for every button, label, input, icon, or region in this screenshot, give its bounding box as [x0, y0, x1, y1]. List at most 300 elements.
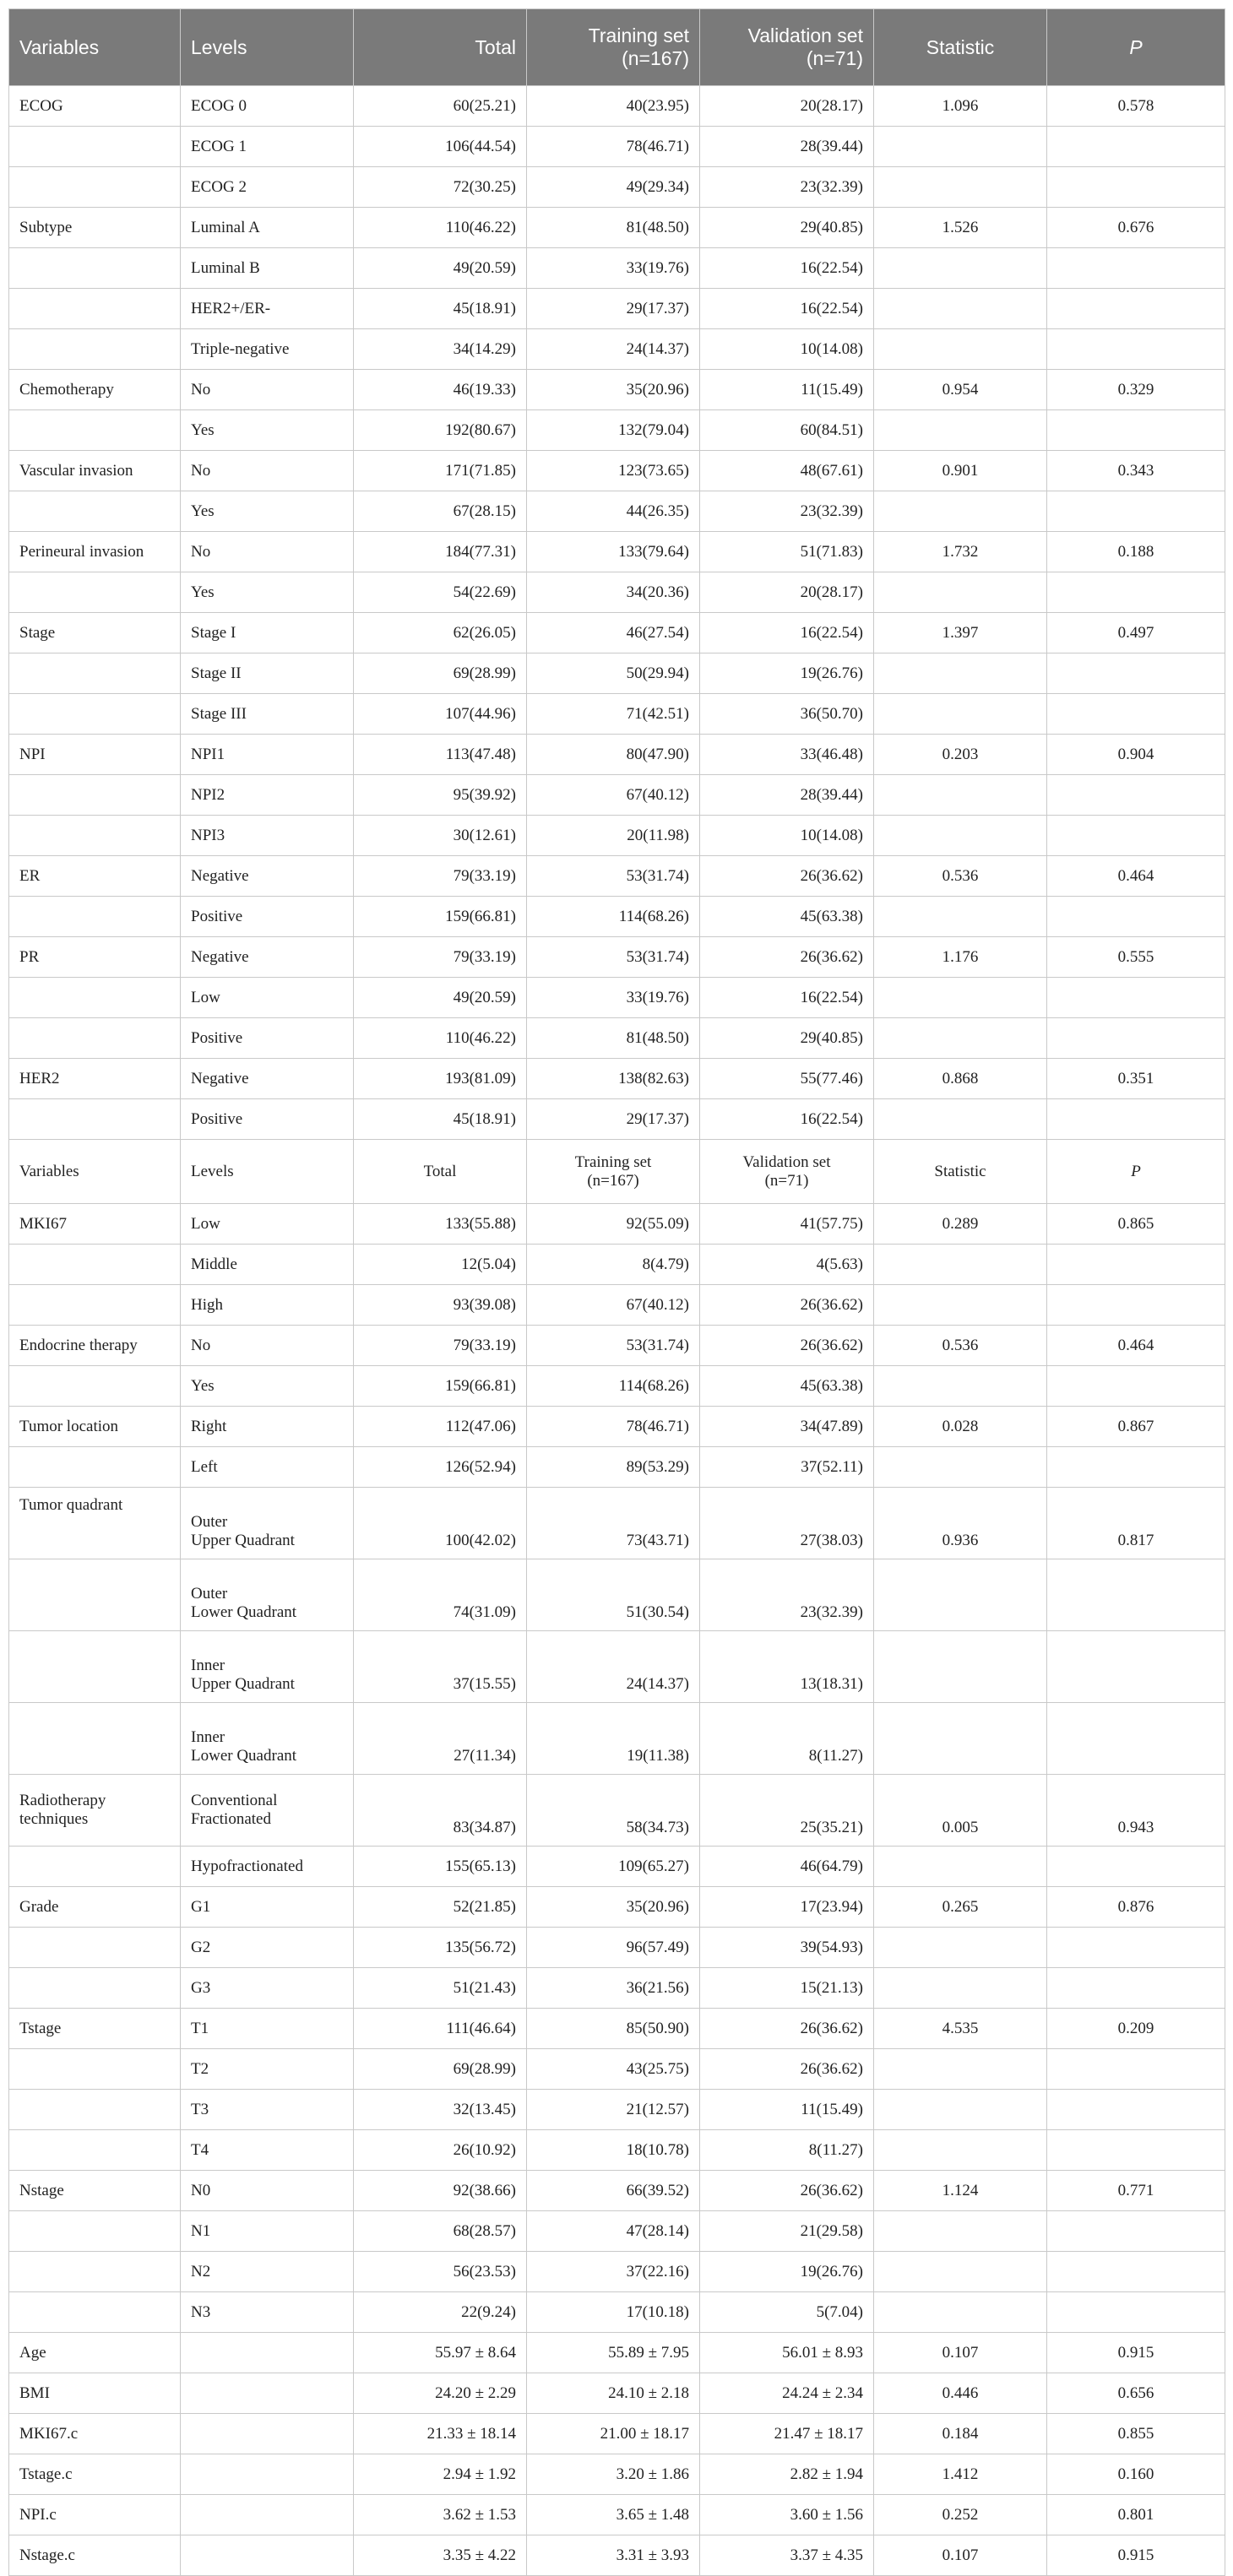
cell-level-line1: Outer	[191, 1585, 228, 1603]
cell-level: Negative	[181, 1059, 354, 1099]
cell-p	[1047, 1847, 1225, 1887]
cell-statistic	[874, 897, 1047, 937]
cell-level: No	[181, 1326, 354, 1366]
table-row	[9, 1559, 1225, 1631]
cell-validation: 26(36.62)	[700, 2049, 874, 2090]
cell-variable	[9, 653, 181, 694]
cell-training: 29(17.37)	[527, 1099, 700, 1140]
cell-validation: 11(15.49)	[700, 370, 874, 410]
cell-variable	[9, 1847, 181, 1887]
table-row	[9, 1928, 1225, 1968]
cell-p: 0.876	[1047, 1887, 1225, 1928]
cell-level-line2: Lower Quadrant	[191, 1603, 297, 1621]
cell-total: 159(66.81)	[354, 1366, 527, 1407]
cell-variable	[9, 1928, 181, 1968]
cell-statistic	[874, 1703, 1047, 1775]
cell-p	[1047, 1559, 1225, 1631]
cell-statistic	[874, 1559, 1047, 1631]
table-row	[9, 491, 1225, 532]
header-training-line1: Training set	[588, 24, 689, 46]
cell-statistic	[874, 167, 1047, 208]
cell-training: 36(21.56)	[527, 1968, 700, 2009]
table-row	[9, 937, 1225, 978]
cell-level: Negative	[181, 937, 354, 978]
cell-variable: PR	[9, 937, 181, 978]
cell-p: 0.160	[1047, 2454, 1225, 2495]
cell-variable	[9, 1366, 181, 1407]
cell-variable: Nstage.c	[9, 2535, 181, 2576]
cell-p	[1047, 1285, 1225, 1326]
cell-level: Stage III	[181, 694, 354, 735]
cell-p	[1047, 694, 1225, 735]
cell-total: 159(66.81)	[354, 897, 527, 937]
cell-statistic: 1.096	[874, 86, 1047, 127]
cell-total: 92(38.66)	[354, 2171, 527, 2211]
cell-total: 93(39.08)	[354, 1285, 527, 1326]
cell-total: 30(12.61)	[354, 816, 527, 856]
cell-statistic: 0.868	[874, 1059, 1047, 1099]
cell-p	[1047, 897, 1225, 937]
cell-validation: 26(36.62)	[700, 2009, 874, 2049]
table-row	[9, 2414, 1225, 2454]
cell-training: 35(20.96)	[527, 370, 700, 410]
cell-statistic: 0.289	[874, 1204, 1047, 1245]
cell-p: 0.209	[1047, 2009, 1225, 2049]
cell-statistic: 0.446	[874, 2373, 1047, 2414]
cell-p: 0.464	[1047, 1326, 1225, 1366]
cell-p	[1047, 2130, 1225, 2171]
header-variables: Variables	[9, 9, 181, 86]
cell-training: 51(30.54)	[527, 1559, 700, 1631]
header-validation-line2: (n=71)	[806, 47, 863, 69]
cell-variable	[9, 1703, 181, 1775]
cell-validation: 20(28.17)	[700, 572, 874, 613]
cell-validation: 23(32.39)	[700, 491, 874, 532]
cell-variable	[9, 329, 181, 370]
cell-total: 171(71.85)	[354, 451, 527, 491]
cell-validation: 37(52.11)	[700, 1447, 874, 1488]
cell-training: 43(25.75)	[527, 2049, 700, 2090]
cell-level: Yes	[181, 491, 354, 532]
cell-statistic	[874, 572, 1047, 613]
cell-statistic: 0.901	[874, 451, 1047, 491]
cell-p	[1047, 289, 1225, 329]
cell-statistic	[874, 2049, 1047, 2090]
cell-statistic	[874, 775, 1047, 816]
cell-level: G2	[181, 1928, 354, 1968]
cell-p: 0.555	[1047, 937, 1225, 978]
header-statistic: Statistic	[874, 9, 1047, 86]
cell-total: 68(28.57)	[354, 2211, 527, 2252]
cell-p	[1047, 653, 1225, 694]
cell-level-line1: Outer	[191, 1513, 228, 1531]
cell-p	[1047, 1968, 1225, 2009]
cell-training: 81(48.50)	[527, 208, 700, 248]
cell-total: 95(39.92)	[354, 775, 527, 816]
cell-variable: Endocrine therapy	[9, 1326, 181, 1366]
cell-level	[181, 2373, 354, 2414]
cell-validation: 10(14.08)	[700, 329, 874, 370]
cell-training: 24(14.37)	[527, 1631, 700, 1703]
cell-total: 193(81.09)	[354, 1059, 527, 1099]
cell-statistic	[874, 978, 1047, 1018]
cell-total: 133(55.88)	[354, 1204, 527, 1245]
cell-training: 24(14.37)	[527, 329, 700, 370]
cell-p: 0.855	[1047, 2414, 1225, 2454]
cell-total: 46(19.33)	[354, 370, 527, 410]
cell-validation: 26(36.62)	[700, 2171, 874, 2211]
cell-variable: Tumor quadrant	[9, 1488, 181, 1559]
cell-variable: Tstage.c	[9, 2454, 181, 2495]
cell-total: 51(21.43)	[354, 1968, 527, 2009]
cell-total: 27(11.34)	[354, 1703, 527, 1775]
cell-training: 53(31.74)	[527, 856, 700, 897]
cell-level: No	[181, 370, 354, 410]
cell-training: 53(31.74)	[527, 937, 700, 978]
subheader-validation-line2: (n=71)	[764, 1171, 809, 1190]
subheader-training-line2: (n=167)	[587, 1171, 639, 1190]
cell-statistic: 0.536	[874, 856, 1047, 897]
table-row	[9, 2495, 1225, 2535]
cell-p	[1047, 491, 1225, 532]
cell-training: 53(31.74)	[527, 1326, 700, 1366]
table-row	[9, 1366, 1225, 1407]
subheader-training-set	[527, 1140, 700, 1204]
cell-training: 49(29.34)	[527, 167, 700, 208]
table-row	[9, 816, 1225, 856]
table-body	[9, 86, 1225, 2576]
cell-statistic	[874, 248, 1047, 289]
cell-training: 67(40.12)	[527, 1285, 700, 1326]
table-row	[9, 2252, 1225, 2292]
cell-total: 2.94 ± 1.92	[354, 2454, 527, 2495]
table-row	[9, 2373, 1225, 2414]
cell-variable	[9, 2211, 181, 2252]
cell-variable: ECOG	[9, 86, 181, 127]
cell-statistic	[874, 1366, 1047, 1407]
subheader-total: Total	[354, 1140, 527, 1204]
cell-validation: 16(22.54)	[700, 248, 874, 289]
cell-p	[1047, 816, 1225, 856]
cell-p	[1047, 2090, 1225, 2130]
cell-p	[1047, 2049, 1225, 2090]
cell-validation: 39(54.93)	[700, 1928, 874, 1968]
cell-validation: 8(11.27)	[700, 1703, 874, 1775]
cell-statistic: 0.203	[874, 735, 1047, 775]
cell-validation: 20(28.17)	[700, 86, 874, 127]
table-row	[9, 1245, 1225, 1285]
cell-total: 3.62 ± 1.53	[354, 2495, 527, 2535]
cell-training: 24.10 ± 2.18	[527, 2373, 700, 2414]
cell-validation: 29(40.85)	[700, 208, 874, 248]
cell-p: 0.343	[1047, 451, 1225, 491]
cell-total: 62(26.05)	[354, 613, 527, 653]
cell-training: 67(40.12)	[527, 775, 700, 816]
cell-level: T4	[181, 2130, 354, 2171]
cell-statistic: 0.265	[874, 1887, 1047, 1928]
cell-validation: 10(14.08)	[700, 816, 874, 856]
cell-level-line2: Upper Quadrant	[191, 1532, 295, 1549]
cell-level: G3	[181, 1968, 354, 2009]
cell-training: 114(68.26)	[527, 1366, 700, 1407]
cell-training: 46(27.54)	[527, 613, 700, 653]
cell-level: Luminal A	[181, 208, 354, 248]
cell-level: NPI2	[181, 775, 354, 816]
cell-statistic	[874, 491, 1047, 532]
cell-level: Positive	[181, 1018, 354, 1059]
cell-level-line2: Fractionated	[191, 1810, 271, 1828]
cell-training: 123(73.65)	[527, 451, 700, 491]
cell-variable	[9, 694, 181, 735]
cell-training: 44(26.35)	[527, 491, 700, 532]
cell-statistic: 1.732	[874, 532, 1047, 572]
cell-training: 8(4.79)	[527, 1245, 700, 1285]
cell-total: 49(20.59)	[354, 978, 527, 1018]
cell-validation: 28(39.44)	[700, 127, 874, 167]
cell-total: 67(28.15)	[354, 491, 527, 532]
cell-variable	[9, 1245, 181, 1285]
cell-validation: 24.24 ± 2.34	[700, 2373, 874, 2414]
table-row	[9, 1326, 1225, 1366]
table-row	[9, 127, 1225, 167]
cell-p: 0.497	[1047, 613, 1225, 653]
cell-validation: 27(38.03)	[700, 1488, 874, 1559]
cell-statistic	[874, 1245, 1047, 1285]
cell-variable: Vascular invasion	[9, 451, 181, 491]
cell-p	[1047, 410, 1225, 451]
cell-variable: NPI.c	[9, 2495, 181, 2535]
subheader-validation-set	[700, 1140, 874, 1204]
table-header	[9, 9, 1225, 86]
cell-variable	[9, 2252, 181, 2292]
cell-total: 54(22.69)	[354, 572, 527, 613]
cell-total: 37(15.55)	[354, 1631, 527, 1703]
cell-p: 0.676	[1047, 208, 1225, 248]
cell-total: 24.20 ± 2.29	[354, 2373, 527, 2414]
cell-variable: ER	[9, 856, 181, 897]
cell-statistic	[874, 1928, 1047, 1968]
cell-training: 114(68.26)	[527, 897, 700, 937]
cell-statistic	[874, 2292, 1047, 2333]
table-row	[9, 1488, 1225, 1559]
cell-total: 113(47.48)	[354, 735, 527, 775]
cell-total: 79(33.19)	[354, 937, 527, 978]
cell-level: Yes	[181, 1366, 354, 1407]
cell-validation: 4(5.63)	[700, 1245, 874, 1285]
header-row	[9, 9, 1225, 86]
cell-level	[181, 2535, 354, 2576]
cell-variable: Nstage	[9, 2171, 181, 2211]
cell-training: 19(11.38)	[527, 1703, 700, 1775]
subheader-training-line1: Training set	[574, 1152, 652, 1171]
cell-level: Low	[181, 1204, 354, 1245]
table-row	[9, 1447, 1225, 1488]
table-row	[9, 1018, 1225, 1059]
cell-total: 106(44.54)	[354, 127, 527, 167]
cell-p: 0.656	[1047, 2373, 1225, 2414]
cell-variable-line2: techniques	[19, 1810, 89, 1828]
cell-level: NPI1	[181, 735, 354, 775]
cell-statistic: 4.535	[874, 2009, 1047, 2049]
cell-total: 110(46.22)	[354, 1018, 527, 1059]
cell-p: 0.578	[1047, 86, 1225, 127]
cell-variable	[9, 127, 181, 167]
cell-variable: NPI	[9, 735, 181, 775]
cell-variable	[9, 2090, 181, 2130]
cell-statistic	[874, 1631, 1047, 1703]
cell-variable	[9, 572, 181, 613]
cell-level: G1	[181, 1887, 354, 1928]
cell-level	[181, 2414, 354, 2454]
table-row	[9, 653, 1225, 694]
header-p-value: P	[1047, 9, 1225, 86]
table-row	[9, 451, 1225, 491]
cell-level: N2	[181, 2252, 354, 2292]
cell-level	[181, 1703, 354, 1775]
cell-variable	[9, 1559, 181, 1631]
cell-validation: 46(64.79)	[700, 1847, 874, 1887]
table-row	[9, 2171, 1225, 2211]
cell-total: 74(31.09)	[354, 1559, 527, 1631]
cell-p	[1047, 1928, 1225, 1968]
cell-p: 0.188	[1047, 532, 1225, 572]
cell-variable	[9, 1775, 181, 1847]
cell-total: 69(28.99)	[354, 2049, 527, 2090]
cell-validation: 48(67.61)	[700, 451, 874, 491]
cell-statistic	[874, 329, 1047, 370]
table-row	[9, 1775, 1225, 1847]
cell-statistic	[874, 289, 1047, 329]
cell-validation: 41(57.75)	[700, 1204, 874, 1245]
subheader-levels: Levels	[181, 1140, 354, 1204]
cell-validation: 21(29.58)	[700, 2211, 874, 2252]
table-row	[9, 572, 1225, 613]
cell-level	[181, 1775, 354, 1847]
cell-training: 47(28.14)	[527, 2211, 700, 2252]
cell-training: 66(39.52)	[527, 2171, 700, 2211]
cell-variable: MKI67.c	[9, 2414, 181, 2454]
table-row	[9, 1204, 1225, 1245]
cell-p	[1047, 248, 1225, 289]
cell-total: 49(20.59)	[354, 248, 527, 289]
cell-training: 92(55.09)	[527, 1204, 700, 1245]
table-row	[9, 410, 1225, 451]
cell-level: Stage II	[181, 653, 354, 694]
cell-validation: 11(15.49)	[700, 2090, 874, 2130]
cell-training: 18(10.78)	[527, 2130, 700, 2171]
table-row	[9, 2090, 1225, 2130]
cell-level: Hypofractionated	[181, 1847, 354, 1887]
cell-training: 3.31 ± 3.93	[527, 2535, 700, 2576]
cell-validation: 60(84.51)	[700, 410, 874, 451]
table-row	[9, 856, 1225, 897]
table-row	[9, 978, 1225, 1018]
cell-statistic: 0.954	[874, 370, 1047, 410]
cell-validation: 26(36.62)	[700, 1285, 874, 1326]
cell-training: 20(11.98)	[527, 816, 700, 856]
cell-statistic	[874, 1099, 1047, 1140]
table-row	[9, 532, 1225, 572]
table-row	[9, 1887, 1225, 1928]
cell-level: ECOG 1	[181, 127, 354, 167]
cell-training: 133(79.64)	[527, 532, 700, 572]
cell-total: 184(77.31)	[354, 532, 527, 572]
cell-total: 21.33 ± 18.14	[354, 2414, 527, 2454]
cell-variable	[9, 248, 181, 289]
subheader-statistic: Statistic	[874, 1140, 1047, 1204]
header-total: Total	[354, 9, 527, 86]
subheader-validation-line1: Validation set	[742, 1152, 831, 1171]
header-levels: Levels	[181, 9, 354, 86]
cell-variable	[9, 2049, 181, 2090]
table-row	[9, 248, 1225, 289]
cell-statistic: 0.005	[874, 1775, 1047, 1847]
table-row	[9, 208, 1225, 248]
cell-total: 60(25.21)	[354, 86, 527, 127]
cell-validation: 16(22.54)	[700, 289, 874, 329]
cell-statistic	[874, 127, 1047, 167]
cell-p	[1047, 1631, 1225, 1703]
cell-level: Positive	[181, 897, 354, 937]
cell-training: 37(22.16)	[527, 2252, 700, 2292]
cell-validation: 23(32.39)	[700, 1559, 874, 1631]
cell-variable: Grade	[9, 1887, 181, 1928]
cell-variable	[9, 167, 181, 208]
cell-training: 40(23.95)	[527, 86, 700, 127]
cell-total: 83(34.87)	[354, 1775, 527, 1847]
cell-level: Triple-negative	[181, 329, 354, 370]
cell-level: Yes	[181, 572, 354, 613]
cell-total: 22(9.24)	[354, 2292, 527, 2333]
cell-validation: 26(36.62)	[700, 1326, 874, 1366]
cell-training: 55.89 ± 7.95	[527, 2333, 700, 2373]
cell-validation: 45(63.38)	[700, 1366, 874, 1407]
cell-training: 33(19.76)	[527, 978, 700, 1018]
cell-statistic	[874, 1447, 1047, 1488]
cell-variable	[9, 897, 181, 937]
table-row	[9, 1631, 1225, 1703]
table-row	[9, 1285, 1225, 1326]
cell-total: 100(42.02)	[354, 1488, 527, 1559]
cell-statistic: 0.252	[874, 2495, 1047, 2535]
cell-total: 69(28.99)	[354, 653, 527, 694]
cell-training: 85(50.90)	[527, 2009, 700, 2049]
table-row	[9, 2211, 1225, 2252]
cell-variable: Tstage	[9, 2009, 181, 2049]
cell-level-line2: Upper Quadrant	[191, 1675, 295, 1693]
cell-total: 3.35 ± 4.22	[354, 2535, 527, 2576]
header-training-line2: (n=167)	[622, 47, 689, 69]
cell-p: 0.801	[1047, 2495, 1225, 2535]
cell-training: 17(10.18)	[527, 2292, 700, 2333]
repeated-header-row	[9, 1140, 1225, 1204]
cell-level: No	[181, 532, 354, 572]
cell-training: 109(65.27)	[527, 1847, 700, 1887]
cell-total: 55.97 ± 8.64	[354, 2333, 527, 2373]
cell-level: HER2+/ER-	[181, 289, 354, 329]
cell-level: N0	[181, 2171, 354, 2211]
cell-level: ECOG 2	[181, 167, 354, 208]
cell-variable: Chemotherapy	[9, 370, 181, 410]
cell-level-line1: Inner	[191, 1657, 225, 1674]
table-row	[9, 2292, 1225, 2333]
cell-p: 0.867	[1047, 1407, 1225, 1447]
header-validation-line1: Validation set	[747, 24, 863, 46]
cell-training: 34(20.36)	[527, 572, 700, 613]
cell-p	[1047, 167, 1225, 208]
header-training-set	[527, 9, 700, 86]
cell-training: 3.20 ± 1.86	[527, 2454, 700, 2495]
